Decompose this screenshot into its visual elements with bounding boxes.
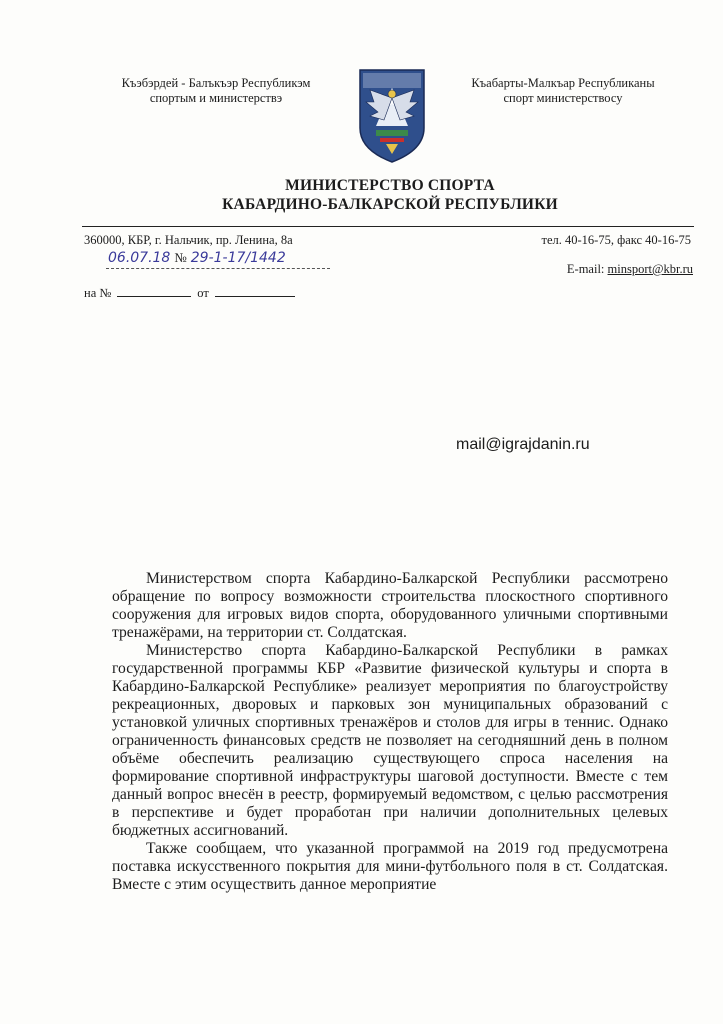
header-left-line1: Къэбэрдей - Балъкъэр Республикэм [121, 76, 311, 90]
ministry-title-line1: МИНИСТЕРСТВО СПОРТА [285, 177, 495, 194]
incoming-reference [84, 286, 301, 301]
outgoing-date: 06.07.18 [108, 250, 171, 266]
email-line [567, 262, 693, 277]
outgoing-underline [106, 268, 330, 269]
address: 360000, КБР, г. Нальчик, пр. Ленина, 8а [84, 233, 293, 247]
header-divider [82, 226, 694, 227]
header-right-line2: спорт министерствосу [503, 91, 623, 105]
header-right-line1: Къабарты-Малкъар Республиканы [471, 76, 655, 90]
header-left-kabardian [96, 76, 336, 106]
body-paragraph-1: Министерством спорта Кабардино-Балкарской Республики рассмотрено обращение по вопросу возможности строительства плоскостного спортивного сооружения для игровых видов спорта, оборудованного уличными спортивными тренажёрами, на территории ст. Солдатская. [112, 570, 668, 641]
ministry-title-line2: КАБАРДИНО-БАЛКАРСКОЙ РЕСПУБЛИКИ [222, 196, 558, 213]
ministry-title [150, 176, 630, 214]
phone-fax: тел. 40-16-75, факс 40-16-75 [541, 233, 691, 247]
header-right-balkar [448, 76, 678, 106]
incoming-date-label: от [197, 286, 209, 300]
incoming-number-label: на № [84, 286, 112, 300]
email-link[interactable]: minsport@kbr.ru [607, 262, 693, 276]
outgoing-reference [108, 250, 286, 266]
incoming-date-blank [215, 286, 295, 297]
incoming-number-blank [117, 286, 191, 297]
header-left-line2: спортым и министерствэ [149, 91, 283, 105]
kbr-coat-of-arms-icon [356, 68, 428, 164]
outgoing-number-label: № [174, 250, 187, 265]
email-label: E-mail: [566, 262, 608, 276]
body-paragraph-3: Также сообщаем, что указанной программой на 2019 год предусмотрена поставка искусственного покрытия для мини-футбольного поля в ст. Солдатская. Вместе с этим осуществить данное мероприятие [112, 840, 668, 893]
recipient-email: mail@igrajdanin.ru [456, 436, 590, 453]
body-paragraph-2: Министерство спорта Кабардино-Балкарской Республики в рамках государственной программы КБР «Развитие физической культуры и спорта в Кабардино-Балкарской Республике» реализует мероприятия по благоустройству рекреационных, дворовых и парковых зон муниципальных образований с установкой уличных спортивных тренажёров и столов для игры в теннис. Однако ограниченность финансовых средств не позволяет на сегодняшний день в полном объёме обеспечить реализацию существующего спроса населения на формирование спортивной инфраструктуры шаговой доступности. Вместе с тем данный вопрос внесён в реестр, формируемый ведомством, с целью рассмотрения в перспективе и будет проработан при наличии дополнительных целевых бюджетных ассигнований. [112, 642, 668, 839]
outgoing-number: 29-1-17/1442 [190, 250, 286, 266]
letter-body [112, 570, 668, 894]
